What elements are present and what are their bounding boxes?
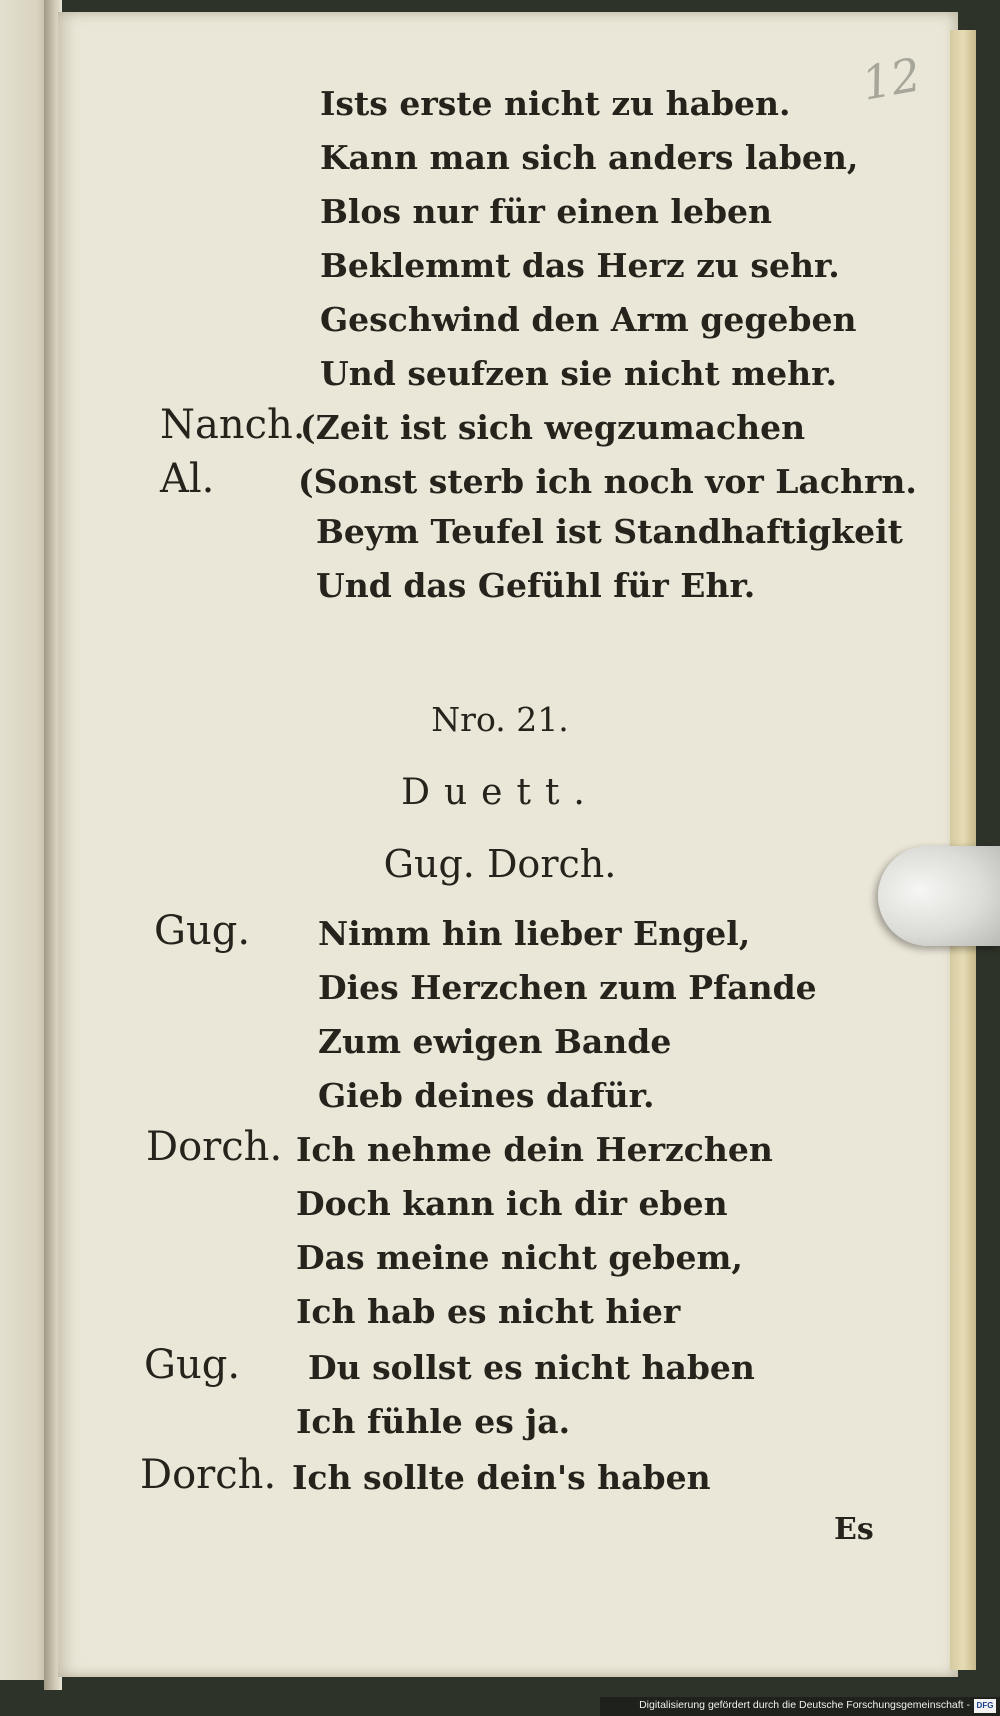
footer-credit: Digitalisierung gefördert durch die Deutsche Forschungsgemeinschaft - — [639, 1699, 970, 1711]
speaker-name: Nanch. — [160, 402, 306, 448]
verse-line: Ich fühle es ja. — [296, 1402, 571, 1441]
speaker-name: Al. — [160, 456, 215, 502]
verse-line: Du sollst es nicht haben — [308, 1348, 755, 1387]
verse-line: Dies Herzchen zum Pfande — [318, 968, 817, 1007]
number-heading: Nro. 21. — [431, 700, 569, 739]
catchword: Es — [834, 1512, 874, 1547]
verse-line: Beklemmt das Herz zu sehr. — [320, 246, 840, 285]
page-number: 12 — [857, 47, 925, 111]
verse-line: Ich hab es nicht hier — [296, 1292, 681, 1331]
verse-line: Nimm hin lieber Engel, — [318, 914, 751, 953]
verse-line: Blos nur für einen leben — [320, 192, 773, 231]
verse-line: Ich sollte dein's haben — [292, 1458, 711, 1497]
thumb-holding-page — [878, 846, 1000, 946]
verse-line: Und seufzen sie nicht mehr. — [320, 354, 838, 393]
speaker-name: Gug. — [154, 908, 251, 954]
verse-line: Zum ewigen Bande — [318, 1022, 672, 1061]
verse-line: Und das Gefühl für Ehr. — [316, 566, 756, 605]
speaker-name: Dorch. — [140, 1452, 277, 1498]
verse-line: Das meine nicht gebem, — [296, 1238, 743, 1277]
verse-line: Geschwind den Arm gegeben — [320, 300, 857, 339]
verse-line: (Zeit ist sich wegzumachen — [300, 408, 806, 447]
section-title: Duett. — [401, 772, 599, 813]
verse-line: Beym Teufel ist Standhaftigkeit — [316, 512, 903, 551]
dfg-logo-icon: DFG — [974, 1699, 996, 1713]
verse-line: Kann man sich anders laben, — [320, 138, 859, 177]
speaker-name: Gug. — [144, 1342, 241, 1388]
verse-line: Ich nehme dein Herzchen — [296, 1130, 773, 1169]
verse-line: Gieb deines dafür. — [318, 1076, 655, 1115]
speaker-name: Dorch. — [146, 1124, 283, 1170]
verse-line: (Sonst sterb ich noch vor Lachrn. — [298, 462, 917, 501]
roles-heading: Gug. Dorch. — [383, 842, 617, 886]
verse-line: Doch kann ich dir eben — [296, 1184, 728, 1223]
verse-line: Ists erste nicht zu haben. — [320, 84, 791, 123]
